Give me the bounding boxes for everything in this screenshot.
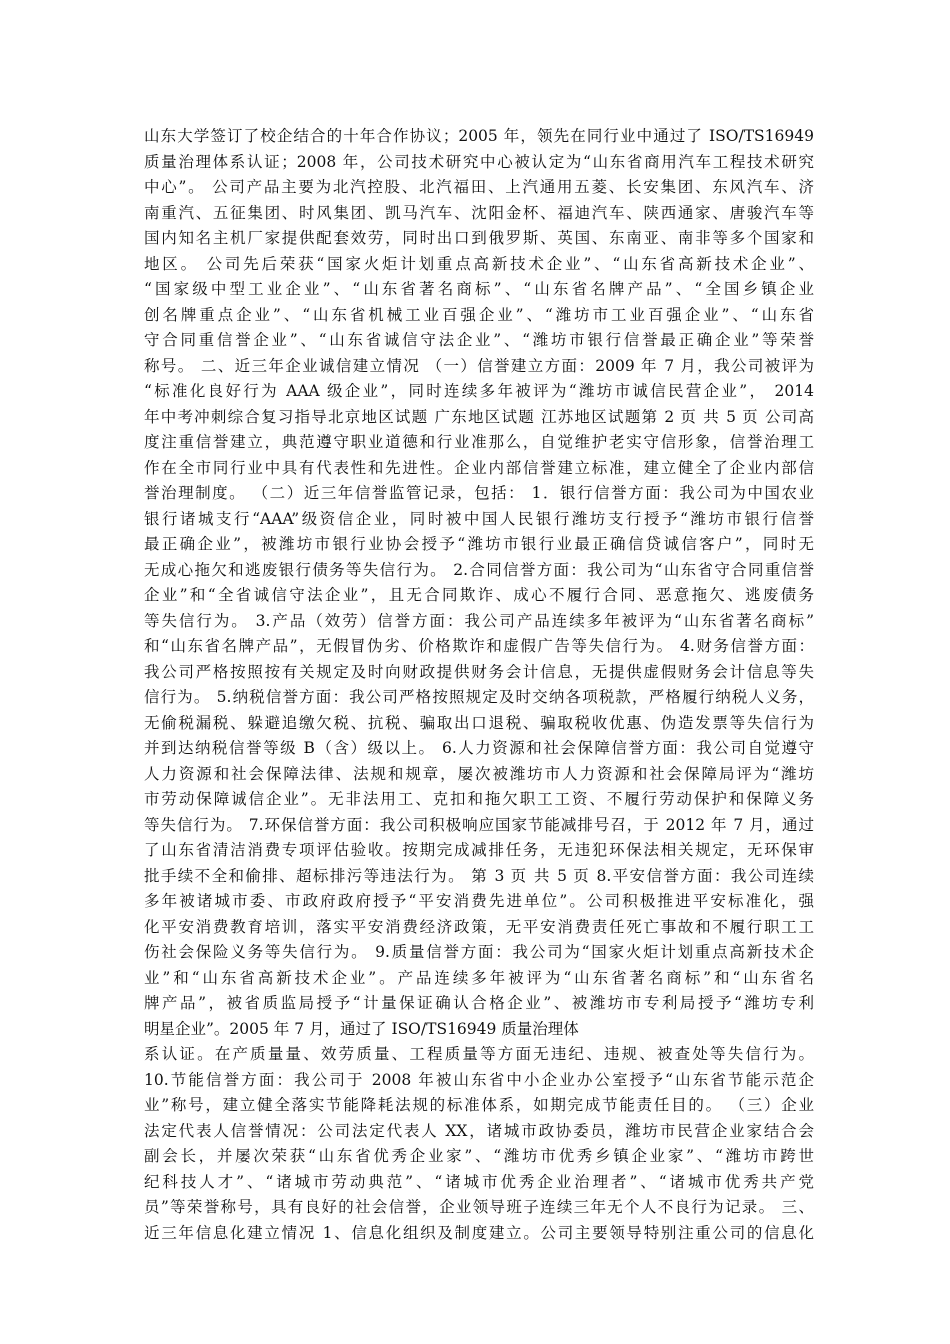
text-line: 批手续不全和偷排、超标排污等违法行为。 第 3 页 共 5 页 8.平安信誉方面：我公司连续 (144, 866, 814, 885)
text-line: 化平安消费教育培训，落实平安消费经济政策，无平安消费责任死亡事故和不履行职工工 (144, 917, 814, 936)
text-line: 明星企业”。2005 年 7 月，通过了 ISO/TS16949 质量治理体 (144, 1019, 579, 1038)
text-line: “标准化良好行为 AAA 级企业”，同时连续多年被评为“潍坊市诚信民营企业”， 2014 (144, 382, 814, 400)
text-line: 守合同重信誉企业”、“山东省诚信守法企业”、“潍坊市银行信誉最正确企业”等荣誉 (144, 331, 814, 349)
text-line: 和“山东省名牌产品”，无假冒伪劣、价格欺诈和虚假广告等失信行为。 4.财务信誉方面： (144, 637, 814, 655)
text-line: 员”等荣誉称号，具有良好的社会信誉，企业领导班子连续三年无个人不良行为记录。 三、 (144, 1198, 814, 1216)
text-line: 无成心拖欠和逃废银行债务等失信行为。 2.合同信誉方面：我公司为“山东省守合同重信誉 (144, 560, 814, 579)
text-line: 了山东省清洁消费专项评估验收。按期完成减排任务，无违犯环保法相关规定，无环保审 (144, 841, 814, 859)
text-line: 近三年信息化建立情况 1、信息化组织及制度建立。公司主要领导特别注重公司的信息化 (144, 1223, 814, 1242)
text-line: 10.节能信誉方面：我公司于 2008 年被山东省中小企业办公室授予“山东省节能示范企 (144, 1070, 814, 1089)
text-line: 中心”。 公司产品主要为北汽控股、北汽福田、上汽通用五菱、长安集团、东风汽车、济 (144, 178, 814, 196)
text-line: 企业”和“全省诚信守法企业”，且无合同欺诈、成心不履行合同、恶意拖欠、逃废债务 (144, 586, 814, 604)
text-line: 等失信行为。 3.产品（效劳）信誉方面：我公司产品连续多年被评为“山东省著名商标” (144, 611, 814, 630)
text-line: 山东大学签订了校企结合的十年合作协议；2005 年，领先在同行业中通过了 ISO/TS16949 (144, 127, 814, 145)
text-line: 业”和“山东省高新技术企业”。产品连续多年被评为“山东省著名商标”和“山东省名 (144, 968, 814, 987)
text-line: 国内知名主机厂家提供配套效劳，同时出口到俄罗斯、英国、东南亚、南非等多个国家和 (144, 229, 814, 247)
text-line: 地区。 公司先后荣获“国家火炬计划重点高新技术企业”、“山东省高新技术企业”、 (144, 254, 814, 273)
text-line: 并到达纳税信誉等级 B（含）级以上。 6.人力资源和社会保障信誉方面：我公司自觉遵守 (144, 739, 814, 757)
text-line: 我公司严格按照按有关规定及时向财政提供财务会计信息，无提供虚假财务会计信息等失 (144, 662, 814, 681)
text-line: 伤社会保险义务等失信行为。 9.质量信誉方面：我公司为“国家火炬计划重点高新技术企 (144, 943, 814, 961)
text-line: 市劳动保障诚信企业”。无非法用工、克扣和拖欠职工工资、不履行劳动保护和保障义务 (144, 790, 814, 808)
text-line: 南重汽、五征集团、时风集团、凯马汽车、沈阳金杯、福迪汽车、陕西通家、唐骏汽车等 (144, 203, 814, 222)
text-line: 创名牌重点企业”、“山东省机械工业百强企业”、“潍坊市工业百强企业”、“山东省 (144, 305, 814, 324)
text-line: 称号。 二、近三年企业诚信建立情况 （一）信誉建立方面：2009 年 7 月，我公司被评为 (144, 356, 814, 375)
document-body (144, 124, 814, 1246)
text-line: 无偷税漏税、躲避追缴欠税、抗税、骗取出口退税、骗取税收优惠、伪造发票等失信行为 (144, 713, 814, 732)
text-line: 信行为。 5.纳税信誉方面：我公司严格按照规定及时交纳各项税款，严格履行纳税人义务， (144, 688, 814, 706)
text-line: 牌产品”，被省质监局授予“计量保证确认合格企业”、被潍坊市专利局授予“潍坊专利 (144, 994, 814, 1012)
text-line: 法定代表人信誉情况：公司法定代表人 XX，诸城市政协委员，潍坊市民营企业家结合会 (144, 1121, 814, 1140)
text-line: 多年被诸城市委、市政府政府授予“平安消费先进单位”。公司积极推进平安标准化，强 (144, 892, 814, 910)
text-line: 纪科技人才”、“诸城市劳动典范”、“诸城市优秀企业治理者”、“诸城市优秀共产党 (144, 1172, 814, 1191)
text-line: 银行诸城支行“AAA”级资信企业，同时被中国人民银行潍坊支行授予“潍坊市银行信誉 (144, 509, 814, 528)
text-line: 系认证。在产质量量、效劳质量、工程质量等方面无违纪、违规、被查处等失信行为。 (144, 1045, 814, 1063)
text-line: 等失信行为。 7.环保信誉方面：我公司积极响应国家节能减排号召，于 2012 年 7 月，通过 (144, 815, 814, 834)
text-line: 誉治理制度。 （二）近三年信誉监管记录，包括： 1．银行信誉方面：我公司为中国农业 (144, 484, 814, 502)
text-line: 质量治理体系认证；2008 年，公司技术研究中心被认定为“山东省商用汽车工程技术研究 (144, 152, 814, 171)
text-line: “国家级中型工业企业”、“山东省著名商标”、“山东省名牌产品”、“全国乡镇企业 (144, 280, 814, 298)
text-line: 副会长，并屡次荣获“山东省优秀企业家”、“潍坊市优秀乡镇企业家”、“潍坊市跨世 (144, 1147, 814, 1165)
text-line: 作在全市同行业中具有代表性和先进性。企业内部信誉建立标准，建立健全了企业内部信 (144, 458, 814, 477)
text-line: 最正确企业”，被潍坊市银行业协会授予“潍坊市银行业最正确信贷诚信客户”，同时无 (144, 535, 814, 553)
text-line: 业”称号，建立健全落实节能降耗法规的标准体系，如期完成节能责任目的。 （三）企业 (144, 1096, 814, 1114)
text-line: 度注重信誉建立，典范遵守职业道德和行业准那么，自觉维护老实守信形象，信誉治理工 (144, 433, 814, 451)
text-line: 年中考冲刺综合复习指导北京地区试题 广东地区试题 江苏地区试题第 2 页 共 5 页 公司高 (144, 407, 814, 426)
text-line: 人力资源和社会保障法律、法规和规章，屡次被潍坊市人力资源和社会保障局评为“潍坊 (144, 764, 814, 783)
